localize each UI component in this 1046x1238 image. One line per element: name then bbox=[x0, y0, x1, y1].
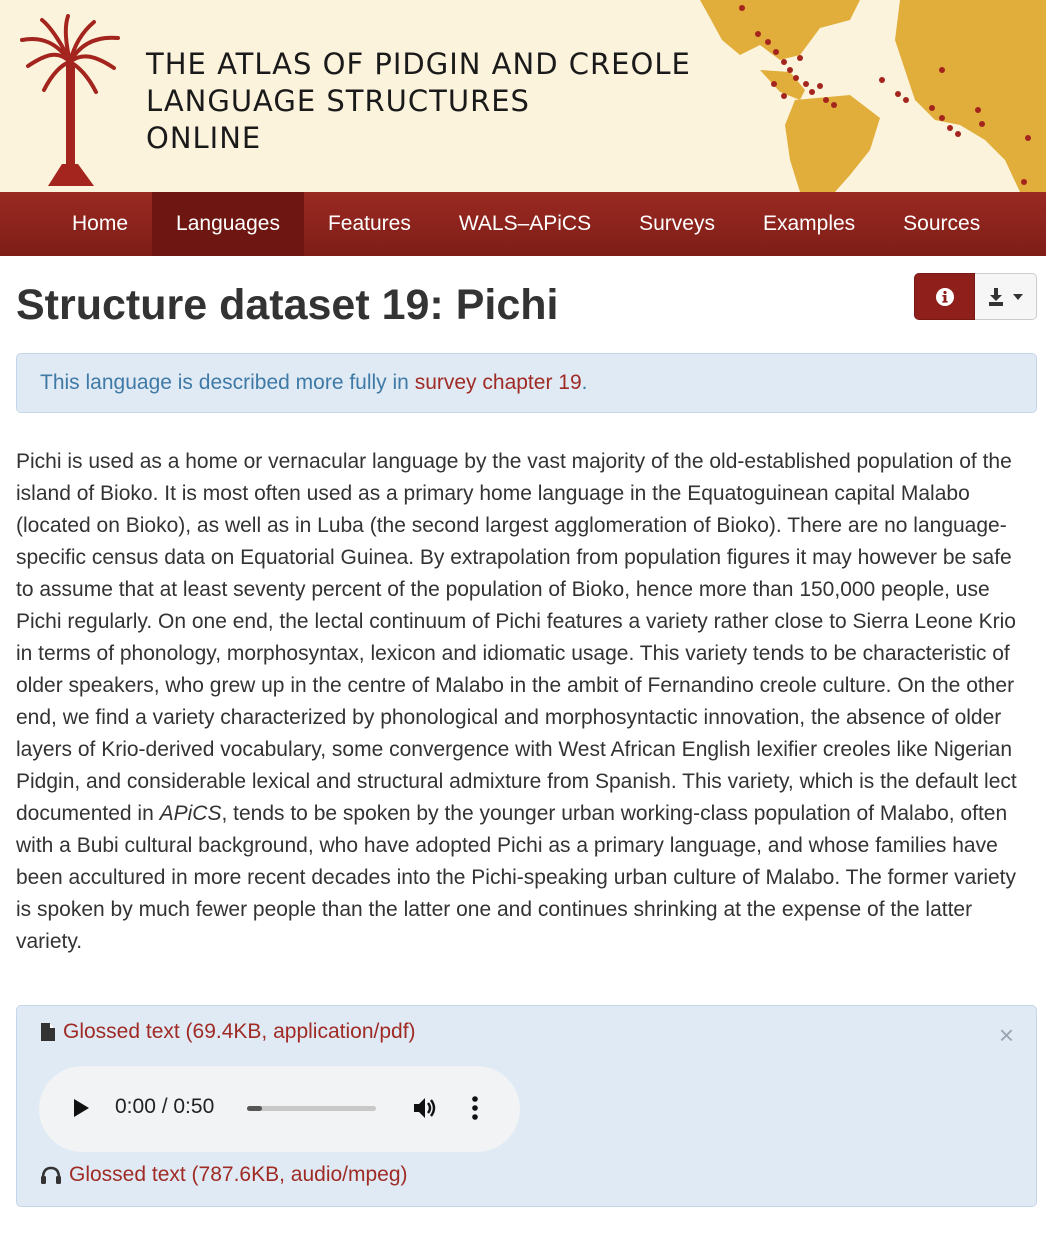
download-dropdown-button[interactable] bbox=[975, 273, 1037, 320]
download-icon bbox=[989, 287, 1011, 307]
pdf-glossed-text-link[interactable] bbox=[41, 1020, 416, 1044]
site-title[interactable] bbox=[146, 46, 691, 157]
info-button[interactable] bbox=[914, 273, 975, 320]
pdf-link-label: Glossed text (69.4KB, application/pdf) bbox=[63, 1020, 416, 1043]
media-attachments bbox=[16, 1005, 1037, 1207]
survey-chapter-link[interactable]: survey chapter 19 bbox=[414, 371, 582, 394]
play-icon[interactable] bbox=[73, 1099, 89, 1117]
survey-info-alert bbox=[16, 353, 1037, 413]
nav-examples[interactable]: Examples bbox=[762, 212, 856, 235]
file-icon bbox=[41, 1023, 55, 1041]
mp3-glossed-text-link[interactable] bbox=[41, 1163, 408, 1187]
language-description bbox=[16, 446, 1030, 958]
alert-text: This language is described more fully in bbox=[40, 371, 415, 394]
site-title-line-3: ONLINE bbox=[146, 121, 262, 155]
page-title: Structure dataset 19: Pichi bbox=[16, 281, 559, 329]
description-text-2: , tends to be spoken by the younger urban working-class population of Malabo, often with a Bubi cultural background, who have adopted Pichi as a primary language, and whose families have been accultured in more recent decades into the Pichi-speaking urban culture of Malabo. The former variety is spoken by much fewer people than the latter one and continues shrinking at the expense of the latter variety. bbox=[16, 802, 1016, 953]
more-options-icon[interactable] bbox=[471, 1095, 479, 1121]
volume-icon[interactable] bbox=[412, 1095, 438, 1121]
headphones-icon bbox=[41, 1166, 61, 1184]
description-text-1: Pichi is used as a home or vernacular language by the vast majority of the old-established population of the island of Bioko. It is most often used as a primary home language in the Equatoguinean capital Malabo (located on Bioko), as well as in Luba (the second largest agglomeration of Bioko). There are no language-specific census data on Equatorial Guinea. By extrapolation from population figures it may however be safe to assume that at least seventy percent of the population of Bioko, hence more than 150,000 people, use Pichi regularly. On one end, the lectal continuum of Pichi features a variety rather close to Sierra Leone Krio in terms of phonology, morphosyntax, lexicon and idiomatic usage. This variety tends to be characteristic of older speakers, who grew up in the centre of Malabo in the ambit of Fernandino creole culture. On the other end, we find a variety characterized by phonological and morphosyntactic innovation, the absence of older layers of Krio-derived vocabulary, some convergence with West African English lexifier creoles like Nigerian Pidgin, and considerable lexical and structural admixture from Spanish. This variety, which is the default lect documented in bbox=[16, 450, 1017, 825]
audio-seek-slider[interactable] bbox=[247, 1106, 376, 1111]
site-title-line-1: THE ATLAS OF PIDGIN AND CREOLE bbox=[146, 47, 691, 81]
page-actions bbox=[914, 273, 1037, 320]
apics-italic: APiCS bbox=[159, 802, 222, 825]
nav-features[interactable]: Features bbox=[327, 212, 411, 235]
nav-languages[interactable]: Languages bbox=[152, 192, 304, 256]
site-title-line-2: LANGUAGE STRUCTURES bbox=[146, 84, 530, 118]
alert-suffix: . bbox=[581, 371, 588, 394]
audio-seek-progress bbox=[247, 1106, 262, 1111]
mp3-link-label: Glossed text (787.6KB, audio/mpeg) bbox=[69, 1163, 408, 1186]
nav-home[interactable]: Home bbox=[72, 212, 129, 235]
nav-sources[interactable]: Sources bbox=[903, 212, 981, 235]
main-navbar bbox=[0, 192, 1046, 256]
audio-time: 0:00 / 0:50 bbox=[115, 1095, 215, 1118]
nav-wals-apics[interactable]: WALS–APiCS bbox=[458, 212, 592, 235]
palm-tree-logo bbox=[18, 14, 122, 188]
nav-surveys[interactable]: Surveys bbox=[639, 212, 715, 235]
info-circle-icon bbox=[935, 287, 955, 307]
site-banner bbox=[0, 0, 1046, 192]
close-icon[interactable]: × bbox=[998, 1020, 1014, 1050]
caret-down-icon bbox=[1013, 294, 1023, 300]
audio-player[interactable] bbox=[39, 1066, 520, 1152]
